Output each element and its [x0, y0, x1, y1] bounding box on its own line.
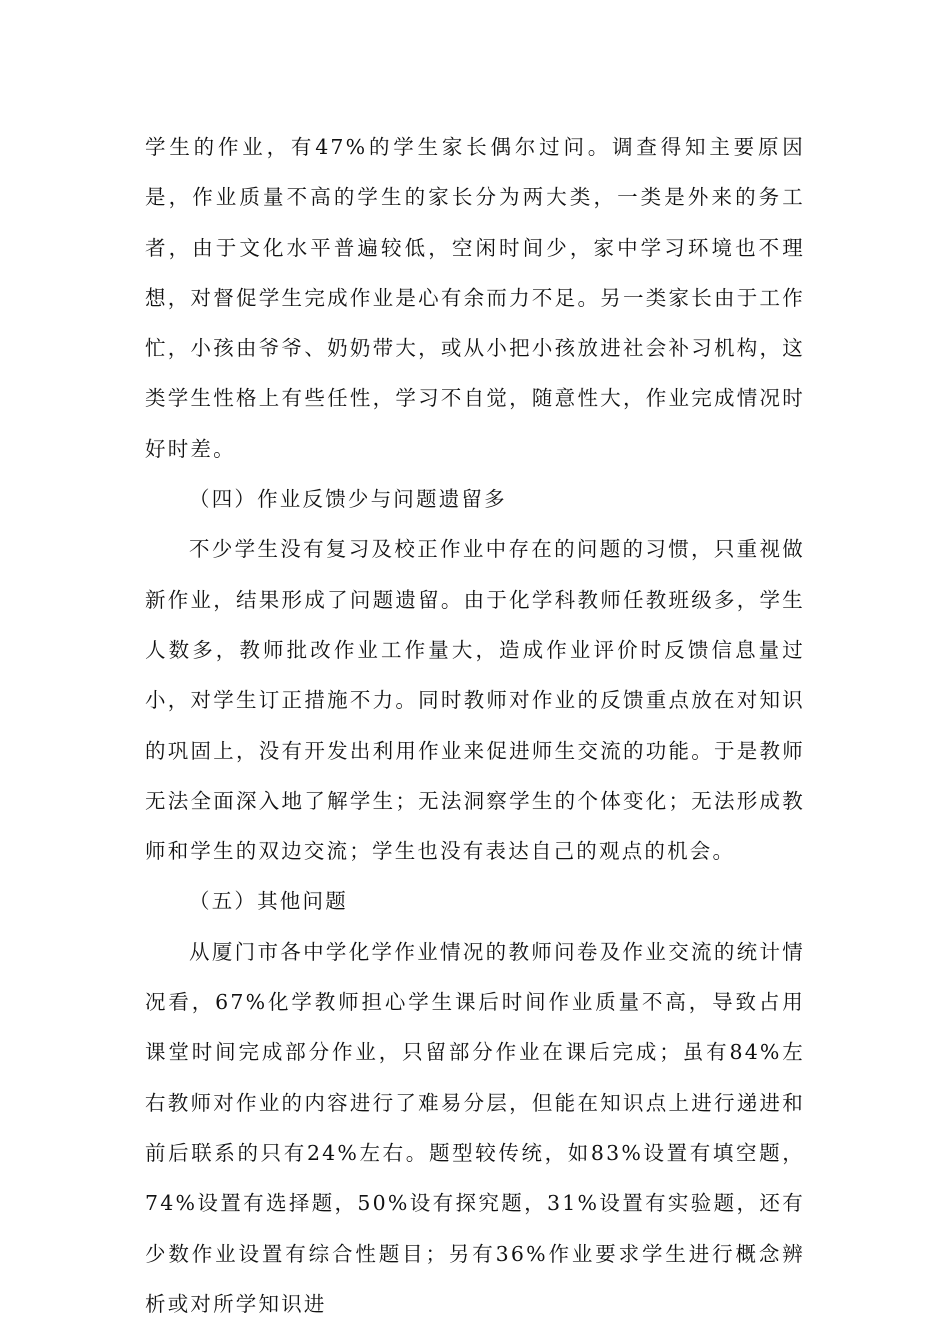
- paragraph-continuation: 学生的作业，有47%的学生家长偶尔过问。调查得知主要原因是，作业质量不高的学生的家长分为两大类，一类是外来的务工者，由于文化水平普遍较低，空闲时间少，家中学习环境也不理想，对督促学生完成作业是心有余而力不足。另一类家长由于工作忙，小孩由爷爷、奶奶带大，或从小把小孩放进社会补习机构，这类学生性格上有些任性，学习不自觉，随意性大，作业完成情况时好时差。: [145, 135, 805, 461]
- paragraph-other-issues: 从厦门市各中学化学作业情况的教师问卷及作业交流的统计情况看，67%化学教师担心学生课后时间作业质量不高，导致占用课堂时间完成部分作业，只留部分作业在课后完成；虽有84%左右教师对作业的内容进行了难易分层，但能在知识点上进行递进和前后联系的只有24%左右。题型较传统，如83%设置有填空题，74%设置有选择题，50%设有探究题，31%设置有实验题，还有少数作业设置有综合性题目；另有36%作业要求学生进行概念辨析或对所学知识进: [145, 939, 805, 1316]
- paragraph-feedback-issues: 不少学生没有复习及校正作业中存在的问题的习惯，只重视做新作业，结果形成了问题遗留。由于化学科教师任教班级多，学生人数多，教师批改作业工作量大，造成作业评价时反馈信息量过小，对学生订正措施不力。同时教师对作业的反馈重点放在对知识的巩固上，没有开发出利用作业来促进师生交流的功能。于是教师无法全面深入地了解学生；无法洞察学生的个体变化；无法形成教师和学生的双边交流；学生也没有表达自己的观点的机会。: [145, 537, 805, 864]
- section-heading-four: （四）作业反馈少与问题遗留多: [189, 487, 507, 512]
- document-body: [145, 122, 805, 1329]
- section-heading-five: （五）其他问题: [189, 889, 348, 914]
